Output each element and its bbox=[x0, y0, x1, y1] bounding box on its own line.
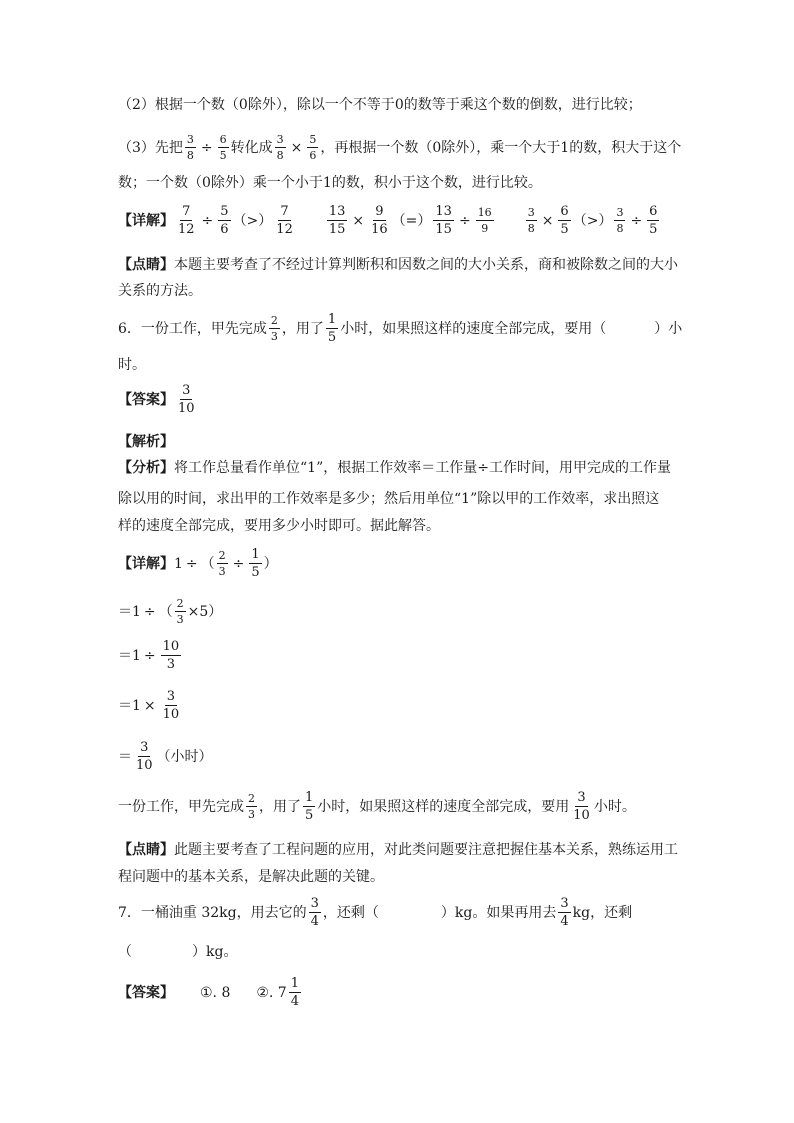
text: （ bbox=[200, 555, 215, 572]
numerator: 16 bbox=[477, 206, 492, 219]
text: 1 bbox=[174, 555, 183, 572]
divide-sign: ÷ bbox=[200, 139, 213, 156]
numerator: 5 bbox=[220, 204, 229, 219]
tip-2 bbox=[118, 843, 678, 857]
multiply-sign: × bbox=[352, 212, 365, 229]
detail-label: 【详解】 bbox=[118, 212, 174, 229]
answer-label: 【答案】 bbox=[118, 391, 174, 408]
fraction bbox=[309, 897, 321, 928]
denominator: 10 bbox=[162, 707, 180, 722]
fraction bbox=[175, 598, 186, 625]
numerator: 3 bbox=[140, 740, 149, 755]
text: 6．一份工作，甲先完成 bbox=[118, 320, 267, 337]
numerator: 1 bbox=[305, 790, 314, 805]
denominator: 8 bbox=[186, 149, 194, 162]
denominator: 10 bbox=[136, 758, 153, 773]
numerator: 10 bbox=[162, 639, 180, 654]
text: ） bbox=[263, 555, 278, 572]
calc-step-5 bbox=[118, 741, 213, 772]
text: （ bbox=[158, 603, 173, 620]
numerator: 5 bbox=[309, 133, 317, 146]
answer-item-1: ①. 8 bbox=[200, 984, 231, 1001]
fraction bbox=[275, 134, 286, 161]
fraction bbox=[647, 205, 659, 236]
fraction bbox=[327, 205, 348, 236]
numerator: 13 bbox=[435, 204, 452, 219]
numerator: 3 bbox=[166, 689, 176, 704]
denominator: 4 bbox=[310, 914, 319, 929]
denominator: 4 bbox=[560, 914, 569, 929]
question-7 bbox=[118, 897, 632, 928]
fraction bbox=[303, 791, 315, 822]
fraction bbox=[558, 205, 570, 236]
numerator: 1 bbox=[327, 312, 337, 327]
text: 数；一个数（0除外）乘一个小于1的数，积小于这个数，进行比较。 bbox=[118, 175, 542, 191]
numerator: 7 bbox=[280, 204, 289, 219]
answer-label: 【答案】 bbox=[118, 984, 174, 1001]
numerator: 3 bbox=[182, 383, 191, 398]
text: ②. 7 bbox=[256, 984, 287, 1001]
text: 小时，如果照这样的速度全部完成，要用（ bbox=[340, 320, 607, 337]
text: ）kg。 bbox=[192, 944, 238, 960]
fraction bbox=[571, 791, 592, 822]
text: （小时） bbox=[156, 748, 213, 765]
fraction bbox=[289, 977, 301, 1008]
fraction bbox=[218, 134, 229, 161]
text: 将工作总量看作单位“1”，根据工作效率＝工作量÷工作时间，用甲完成的工作量 bbox=[174, 460, 671, 476]
text: 此题主要考查了工程问题的应用，对此类问题要注意把握住基本关系，熟练运用工 bbox=[174, 842, 678, 858]
numerator: 3 bbox=[560, 896, 569, 911]
analysis-label: 【解析】 bbox=[118, 434, 174, 450]
denominator: 8 bbox=[616, 222, 624, 235]
fenxi-cont-2 bbox=[118, 519, 440, 533]
compare-sign: （=） bbox=[391, 212, 432, 229]
fenxi-cont-1 bbox=[118, 492, 659, 506]
text: 小时。 bbox=[593, 798, 636, 815]
text: 7．一桶油重 32kg，用去它的 bbox=[118, 904, 307, 921]
denominator: 9 bbox=[481, 222, 489, 235]
numerator: 3 bbox=[276, 133, 284, 146]
fraction bbox=[217, 550, 228, 577]
fraction bbox=[433, 205, 454, 236]
denominator: 5 bbox=[560, 222, 569, 237]
divide-sign: ÷ bbox=[201, 212, 214, 229]
numerator: 6 bbox=[649, 204, 658, 219]
denominator: 15 bbox=[328, 222, 346, 237]
tip-1 bbox=[118, 258, 678, 272]
numerator: 3 bbox=[310, 896, 319, 911]
divide-sign: ÷ bbox=[143, 603, 156, 620]
question-7-cont bbox=[118, 945, 237, 959]
denominator: 5 bbox=[251, 565, 260, 580]
numerator: 6 bbox=[560, 204, 569, 219]
divide-sign: ÷ bbox=[458, 212, 471, 229]
fraction bbox=[614, 207, 625, 234]
tip-label: 【点睛】 bbox=[118, 842, 174, 858]
text: kg，还剩 bbox=[572, 904, 633, 921]
denominator: 5 bbox=[649, 222, 658, 237]
text: 除以用的时间，求出甲的工作效率是多少；然后用单位“1”除以甲的工作效率，求出照这 bbox=[118, 491, 660, 507]
denominator: 10 bbox=[573, 808, 590, 823]
text: 时。 bbox=[118, 357, 146, 373]
answer-item-2 bbox=[256, 977, 303, 1008]
text: ，再根据一个数（0除外），乘一个大于1的数，积大于这个 bbox=[320, 139, 682, 156]
text: （ bbox=[118, 944, 132, 960]
calc-step-3 bbox=[118, 640, 183, 671]
numerator: 7 bbox=[182, 204, 191, 219]
denominator: 12 bbox=[276, 222, 293, 237]
divide-sign: ÷ bbox=[143, 647, 156, 664]
numerator: 2 bbox=[248, 792, 255, 805]
text: 1 bbox=[132, 647, 141, 664]
conclusion-6 bbox=[118, 791, 636, 822]
fenxi bbox=[118, 461, 671, 475]
numerator: 2 bbox=[270, 314, 278, 327]
denominator: 6 bbox=[220, 222, 229, 237]
analysis-point-3-cont bbox=[118, 176, 542, 190]
divide-sign: ÷ bbox=[630, 212, 643, 229]
numerator: 6 bbox=[219, 133, 227, 146]
analysis-point-3 bbox=[118, 134, 681, 161]
fraction bbox=[176, 205, 197, 236]
fraction bbox=[369, 205, 390, 236]
fraction bbox=[269, 315, 280, 342]
denominator: 3 bbox=[166, 657, 176, 672]
denominator: 5 bbox=[305, 808, 314, 823]
text: ）kg。如果再用去 bbox=[440, 904, 557, 921]
denominator: 3 bbox=[218, 565, 226, 578]
denominator: 8 bbox=[276, 149, 284, 162]
denominator: 5 bbox=[327, 330, 337, 345]
fraction bbox=[476, 207, 494, 234]
calc-step-1 bbox=[118, 548, 278, 579]
equals-sign: ＝ bbox=[118, 647, 132, 664]
fraction bbox=[161, 690, 182, 721]
text: ，还剩（ bbox=[322, 904, 379, 921]
fraction bbox=[218, 205, 230, 236]
numerator: 1 bbox=[290, 976, 299, 991]
detail-label: 【详解】 bbox=[118, 555, 174, 572]
compare-sign: （>） bbox=[572, 212, 613, 229]
calc-step-4 bbox=[118, 690, 183, 721]
denominator: 5 bbox=[219, 149, 227, 162]
denominator: 6 bbox=[309, 149, 317, 162]
fraction bbox=[161, 640, 182, 671]
text: 转化成 bbox=[230, 139, 273, 156]
text: ，用了 bbox=[281, 320, 324, 337]
denominator: 16 bbox=[371, 222, 388, 237]
question-6-cont bbox=[118, 358, 146, 372]
text: 小时，如果照这样的速度全部完成，要用 bbox=[317, 798, 570, 815]
fraction bbox=[558, 897, 570, 928]
multiply-sign: × bbox=[541, 212, 554, 229]
numerator: 9 bbox=[375, 204, 384, 219]
analysis-point-2-text: （2）根据一个数（0除外），除以一个不等于0的数等于乘这个数的倒数，进行比较； bbox=[118, 97, 642, 113]
text: 样的速度全部完成，要用多少小时即可。据此解答。 bbox=[118, 518, 440, 534]
text: 一份工作，甲先完成 bbox=[118, 798, 244, 815]
detail-comparisons bbox=[118, 205, 661, 236]
denominator: 3 bbox=[270, 330, 278, 343]
denominator: 8 bbox=[527, 222, 535, 235]
compare-sign: （>） bbox=[232, 212, 273, 229]
multiply-sign: × bbox=[290, 139, 303, 156]
fraction bbox=[326, 313, 338, 344]
numerator: 1 bbox=[251, 547, 260, 562]
text: 1 bbox=[132, 697, 141, 714]
denominator: 3 bbox=[176, 613, 184, 626]
numerator: 13 bbox=[328, 204, 346, 219]
answer-6 bbox=[118, 384, 199, 415]
fraction bbox=[249, 548, 261, 579]
divide-sign: ÷ bbox=[185, 555, 198, 572]
multiply-sign: × bbox=[143, 697, 156, 714]
answer-7 bbox=[118, 977, 303, 1008]
numerator: 3 bbox=[186, 133, 194, 146]
fraction bbox=[134, 741, 155, 772]
denominator: 3 bbox=[248, 808, 255, 821]
text: 1 bbox=[132, 603, 141, 620]
denominator: 4 bbox=[290, 994, 299, 1009]
denominator: 10 bbox=[178, 401, 195, 416]
text: ）小 bbox=[654, 320, 683, 337]
fenxi-label: 【分析】 bbox=[118, 460, 174, 476]
text: 本题主要考查了不经过计算判断积和因数之间的大小关系，商和被除数之间的大小 bbox=[174, 257, 678, 273]
text: ×5） bbox=[187, 603, 223, 620]
numerator: 2 bbox=[218, 549, 226, 562]
text: （3）先把 bbox=[118, 139, 183, 156]
analysis-point-2 bbox=[118, 98, 642, 112]
analysis-heading bbox=[118, 435, 174, 449]
fraction bbox=[274, 205, 295, 236]
text: ，用了 bbox=[259, 798, 301, 815]
denominator: 12 bbox=[178, 222, 195, 237]
fraction bbox=[185, 134, 196, 161]
denominator: 15 bbox=[435, 222, 452, 237]
numerator: 3 bbox=[527, 206, 535, 219]
tip-1-cont bbox=[118, 284, 202, 298]
tip-2-cont bbox=[118, 870, 384, 884]
text: 关系的方法。 bbox=[118, 283, 202, 299]
fraction bbox=[307, 134, 318, 161]
numerator: 3 bbox=[577, 790, 586, 805]
fraction bbox=[176, 384, 197, 415]
text: 程问题中的基本关系，是解决此题的关键。 bbox=[118, 869, 384, 885]
numerator: 3 bbox=[616, 206, 624, 219]
question-6 bbox=[118, 313, 682, 344]
equals-sign: ＝ bbox=[118, 697, 132, 714]
numerator: 2 bbox=[176, 597, 184, 610]
calc-step-2 bbox=[118, 598, 222, 625]
fraction bbox=[246, 793, 257, 820]
divide-sign: ÷ bbox=[232, 555, 245, 572]
equals-sign: ＝ bbox=[118, 603, 132, 620]
fraction bbox=[526, 207, 537, 234]
tip-label: 【点睛】 bbox=[118, 257, 174, 273]
equals-sign: ＝ bbox=[118, 748, 132, 765]
